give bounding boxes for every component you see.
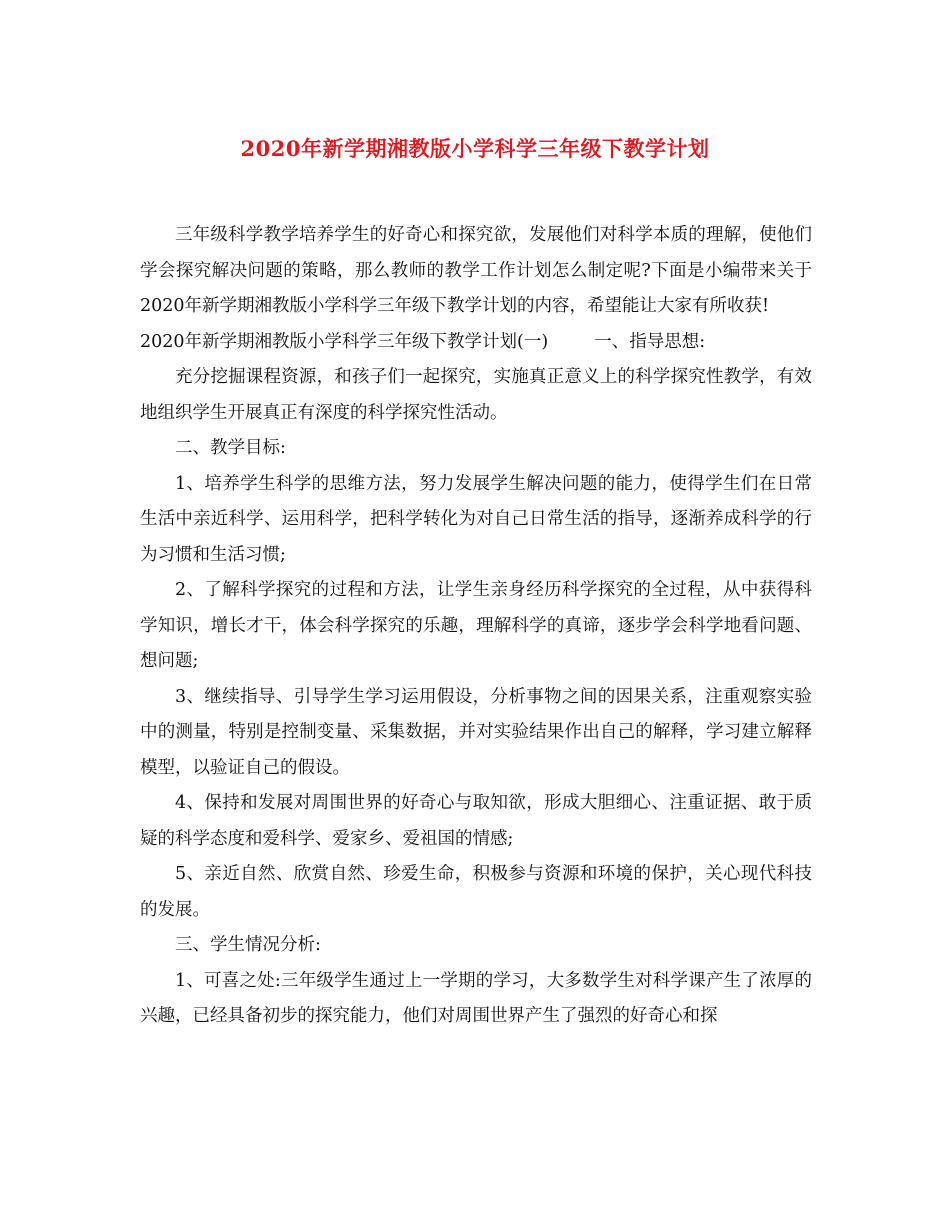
goal-item-2: 2、了解科学探究的过程和方法，让学生亲身经历科学探究的全过程，从中获得科学知识，增长才干，体会科学探究的乐趣，理解科学的真谛，逐步学会科学地看问题、想问题; xyxy=(140,580,812,671)
goal-item-3: 3、继续指导、引导学生学习运用假设，分析事物之间的因果关系，注重观察实验中的测量，特别是控制变量、采集数据，并对实验结果作出自己的解释，学习建立解释模型，以验证自己的假设。 xyxy=(140,686,812,778)
section-heading: 2020年新学期湘教版小学科学三年级下教学计划(一) xyxy=(140,331,549,352)
goal-item-4: 4、保持和发展对周围世界的好奇心与取知欲，形成大胆细心、注重证据、敢于质疑的科学态度和爱科学、爱家乡、爱祖国的情感; xyxy=(140,793,812,849)
analysis-item-1: 1、可喜之处:三年级学生通过上一学期的学习，大多数学生对科学课产生了浓厚的兴趣，已经具备初步的探究能力，他们对周围世界产生了强烈的好奇心和探 xyxy=(140,970,812,1026)
goal-item-5: 5、亲近自然、欣赏自然、珍爱生命，积极参与资源和环境的保护，关心现代科技的发展。 xyxy=(140,864,812,920)
guiding-thought-heading: 一、指导思想: xyxy=(594,331,706,352)
document-title: 2020年新学期湘教版小学科学三年级下教学计划 xyxy=(240,136,710,161)
goal-item-1: 1、培养学生科学的思维方法，努力发展学生解决问题的能力，使得学生们在日常生活中亲近科学、运用科学，把科学转化为对自己日常生活的指导，逐渐养成科学的行为习惯和生活习惯; xyxy=(140,473,812,565)
guiding-thought-paragraph: 充分挖掘课程资源，和孩子们一起探究，实施真正意义上的科学探究性教学，有效地组织学生开展真正有深度的科学探究性活动。 xyxy=(140,367,812,423)
document-body xyxy=(140,218,812,1035)
intro-paragraph: 三年级科学教学培养学生的好奇心和探究欲，发展他们对科学本质的理解，使他们学会探究解决问题的策略，那么教师的教学工作计划怎么制定呢?下面是小编带来关于2020年新学期湘教版小学科学三年级下教学计划的内容，希望能让大家有所收获! xyxy=(140,225,812,316)
student-analysis-heading: 三、学生情况分析: xyxy=(175,935,321,955)
section-heading-line xyxy=(140,325,812,361)
teaching-goals-heading: 二、教学目标: xyxy=(175,438,286,458)
